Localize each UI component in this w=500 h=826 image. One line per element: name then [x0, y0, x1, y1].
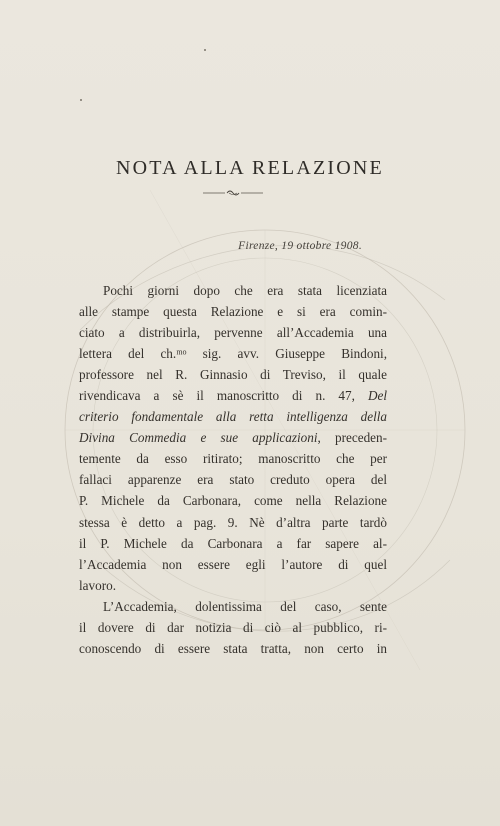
text-line: [79, 364, 387, 385]
body-text: [79, 280, 387, 659]
text-line: [79, 448, 387, 469]
text-run: P. Michele da Carbonara, come nella Relazione: [79, 493, 387, 509]
text-line: [79, 575, 387, 596]
text-run: , preceden-: [317, 430, 387, 446]
dateline: Firenze, 19 ottobre 1908.: [238, 240, 362, 252]
text-run: temente da esso ritirato; manoscritto che per: [79, 451, 387, 467]
text-line: [79, 406, 387, 427]
text-line: [79, 512, 387, 533]
text-run: rivendicava a sè il manoscritto di n. 47,: [79, 388, 368, 404]
text-line: [79, 596, 387, 617]
text-run: professore nel R. Ginnasio di Treviso, il quale: [79, 367, 387, 383]
text-line: [79, 638, 387, 659]
text-line: [79, 469, 387, 490]
text-line: [79, 343, 387, 364]
text-run: il P. Michele da Carbonara a far sapere al-: [79, 535, 387, 551]
ornament-divider: [203, 188, 263, 198]
text-run: fallaci apparenze era stato creduto opera del: [79, 472, 387, 488]
paper-speck: [204, 49, 206, 51]
text-line: [79, 617, 387, 638]
page-title: NOTA ALLA RELAZIONE: [116, 157, 384, 179]
text-line: [79, 385, 387, 406]
text-run: L’Accademia, dolentissima del caso, sente: [103, 598, 387, 614]
text-run: ciato a distribuirla, pervenne all’Accademia una: [79, 325, 387, 341]
text-line: [79, 533, 387, 554]
paragraph: [79, 596, 387, 659]
italic-text: Del: [367, 388, 387, 404]
text-line: [79, 322, 387, 343]
italic-text: Divina Commedia e sue applicazioni: [79, 430, 318, 446]
text-run: l’Accademia non essere egli l’autore di quel: [79, 556, 387, 572]
text-line: [79, 280, 387, 301]
text-run: lettera del ch.ᵐᵒ sig. avv. Giuseppe Bindoni,: [79, 346, 387, 362]
text-run: alle stampe questa Relazione e si era comin-: [79, 304, 387, 320]
text-run: lavoro.: [79, 577, 116, 593]
text-line: [79, 490, 387, 511]
italic-text: criterio fondamentale alla retta intelligenza della: [79, 409, 387, 425]
text-run: stessa è detto a pag. 9. Nè d’altra parte tardò: [79, 514, 387, 530]
text-run: il dovere di dar notizia di ciò al pubblico, ri-: [79, 619, 387, 635]
paragraph: [79, 280, 387, 596]
text-run: conoscendo di essere stata tratta, non certo in: [79, 640, 387, 656]
text-line: [79, 554, 387, 575]
text-run: Pochi giorni dopo che era stata licenziata: [103, 283, 387, 298]
paper-speck: [80, 99, 82, 101]
text-line: [79, 301, 387, 322]
text-line: [79, 427, 387, 448]
